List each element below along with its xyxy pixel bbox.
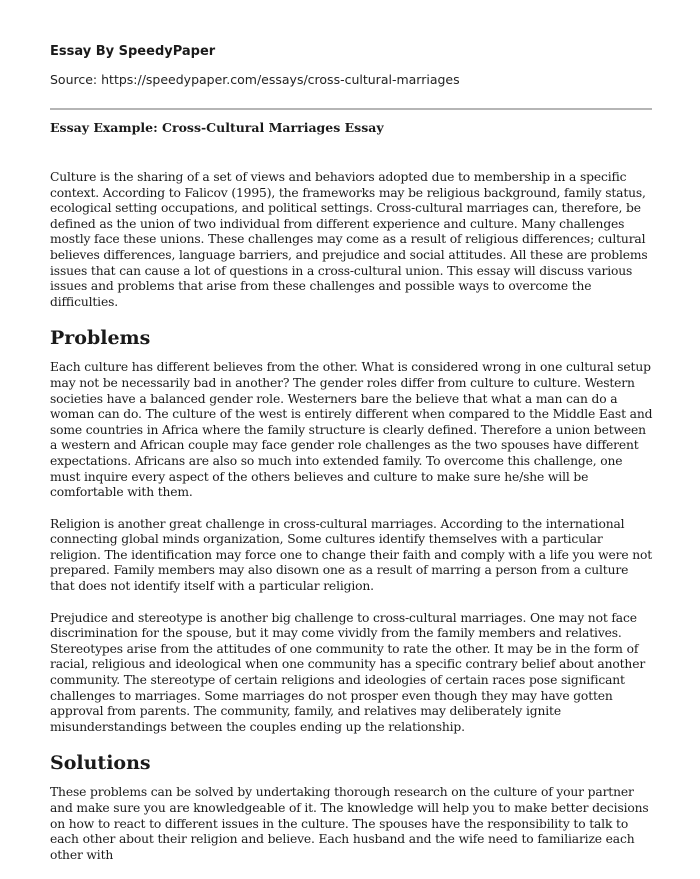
header-title: Essay By SpeedyPaper (50, 44, 216, 59)
essay-title: Essay Example: Cross-Cultural Marriages Essay (50, 120, 384, 135)
problems-paragraph-1: Each culture has different believes from the other. What is considered wrong in one cultural setup may not be necessarily bad in another? The gender roles differ from culture to culture. Western societies have a balanced gender role. Westerners bare the believe that what a man can do a woman can do. The culture of the west is entirely different when compared to the Middle East and some countries in Africa where the family structure is clearly defined. Therefore a union between a western and African couple may face gender role challenges as the two spouses have different expectations. Africans are also so much into extended family. To overcome this challenge, one must inquire every aspect of the others believes and culture to make sure he/she will be comfortable with them. (50, 360, 653, 500)
source-line: Source: https://speedypaper.com/essays/cross-cultural-marriages (50, 72, 460, 87)
problems-paragraph-2: Religion is another great challenge in cross-cultural marriages. According to the international connecting global minds organization, Some cultures identify themselves with a particular religion. The identification may force one to change their faith and comply with a life you were not prepared. Family members may also disown one as a result of marring a person from a culture that does not identify itself with a particular religion. (50, 516, 653, 594)
section-heading-problems: Problems (50, 327, 151, 350)
problems-paragraph-3: Prejudice and stereotype is another big challenge to cross-cultural marriages. One may not face discrimination for the spouse, but it may come vividly from the family members and relatives. Stereotypes arise from the attitudes of one community to rate the other. It may be in the form of racial, religious and ideological when one community has a specific contrary belief about another community. The stereotype of certain religions and ideologies of certain races pose significant challenges to marriages. Some marriages do not prosper even though they may have gotten approval from parents. The community, family, and relatives may deliberately ignite misunderstandings between the couples ending up the relationship. (50, 610, 646, 734)
document-header (50, 44, 650, 88)
essay-body (50, 170, 655, 879)
solutions-paragraph-1: These problems can be solved by undertaking thorough research on the culture of your partner and make sure you are knowledgeable of it. The knowledge will help you to make better decisions on how to react to different issues in the culture. The spouses have the responsibility to talk to each other about their religion and believe. Each husband and the wife need to familiarize each other with (50, 785, 649, 862)
intro-paragraph: Culture is the sharing of a set of views and behaviors adopted due to membership in a specific context. According to Falicov (1995), the frameworks may be religious background, family status, ecological setting occupations, and political settings. Cross-cultural marriages can, therefore, be defined as the union of two individual from different experience and culture. Many challenges mostly face these unions. These challenges may come as a result of religious differences; cultural believes differences, language barriers, and prejudice and social attitudes. All these are problems issues that can cause a lot of questions in a cross-cultural union. This essay will discuss various issues and problems that arise from these challenges and possible ways to overcome the difficulties. (50, 170, 648, 309)
header-divider (50, 108, 652, 110)
section-heading-solutions: Solutions (50, 752, 151, 775)
